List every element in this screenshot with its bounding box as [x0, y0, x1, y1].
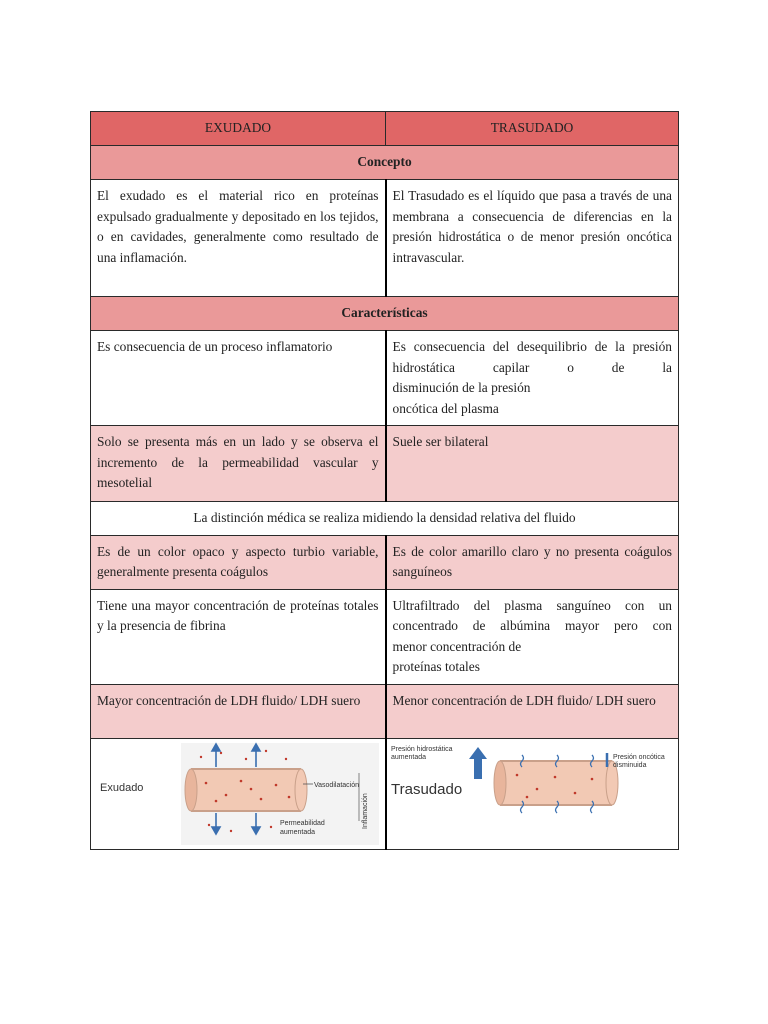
header-trasudado: TRASUDADO [386, 112, 679, 146]
comparison-table [90, 111, 679, 850]
vasodilatacion-label: Vasodilatación [314, 781, 360, 789]
section-caracteristicas: Características [91, 297, 679, 331]
permeabilidad-label-1: Permeabilidad [280, 819, 325, 827]
row4-trasudado-line1: Ultrafiltrado del plasma sanguíneo con un concentrado de albúmina mayor pero con [392, 597, 672, 633]
section-caracteristicas-row [91, 297, 679, 331]
trasudado-diagram [387, 739, 679, 849]
vessel-shape [185, 769, 307, 811]
row3-exudado: Es de un color opaco y aspecto turbio variable, generalmente presenta coágulos [91, 535, 386, 589]
row1-trasudado [386, 331, 679, 426]
exudado-diagram [91, 739, 385, 849]
row1-trasudado-line1: Es consecuencia del desequilibrio de la presión hidrostática capilar o de la [392, 339, 672, 375]
oncotica-label-1: Presión oncótica [612, 753, 665, 761]
up-arrow-icon [469, 747, 487, 779]
row1-trasudado-line2: disminución de la presión [392, 380, 531, 395]
inflamacion-label: Inflamación [362, 792, 369, 829]
section-concepto: Concepto [91, 146, 679, 180]
row4-trasudado-line3: proteínas totales [392, 659, 480, 674]
trasudado-title: Trasudado [390, 780, 462, 798]
row4-exudado: Tiene una mayor concentración de proteínas totales y la presencia de fibrina [91, 589, 386, 684]
section-concepto-row [91, 146, 679, 180]
vessel-shape [494, 761, 618, 805]
row5-trasudado: Menor concentración de LDH fluido/ LDH suero [386, 684, 679, 738]
hidrostatica-label-2: aumentada [390, 753, 426, 761]
row5-exudado: Mayor concentración de LDH fluido/ LDH suero [91, 684, 386, 738]
row1-trasudado-line3: oncótica del plasma [392, 400, 499, 416]
table-row [91, 331, 679, 426]
row4-trasudado-line2: menor concentración de [392, 638, 522, 654]
row1-exudado: Es consecuencia de un proceso inflamatorio [91, 331, 386, 426]
oncotica-label-2: disminuida [612, 761, 646, 769]
concepto-row [91, 180, 679, 297]
row4-trasudado [386, 589, 679, 684]
table-row [91, 426, 679, 502]
header-exudado: EXUDADO [91, 112, 386, 146]
hidrostatica-label-1: Presión hidrostática [390, 745, 453, 753]
table-row [91, 535, 679, 589]
exudado-illustration [91, 738, 386, 849]
exudado-title: Exudado [100, 781, 144, 794]
concepto-trasudado: El Trasudado es el líquido que pasa a través de una membrana a consecuencia de diferencias en la presión hidrostática o de menor presión oncótica intravascular. [386, 180, 679, 297]
header-row [91, 112, 679, 146]
row2-trasudado: Suele ser bilateral [386, 426, 679, 502]
row3-trasudado: Es de color amarillo claro y no presenta coágulos sanguíneos [386, 535, 679, 589]
table-row [91, 589, 679, 684]
illustration-row [91, 738, 679, 849]
note-text: La distinción médica se realiza midiendo la densidad relativa del fluido [91, 502, 679, 536]
note-row [91, 502, 679, 536]
trasudado-illustration [386, 738, 679, 849]
row2-exudado: Solo se presenta más en un lado y se observa el incremento de la permeabilidad vascular y mesotelial [91, 426, 386, 502]
concepto-exudado: El exudado es el material rico en proteínas expulsado gradualmente y depositado en los tejidos, o en cavidades, generalmente como resultado de una inflamación. [91, 180, 386, 297]
table-row [91, 684, 679, 738]
permeabilidad-label-2: aumentada [280, 828, 316, 836]
